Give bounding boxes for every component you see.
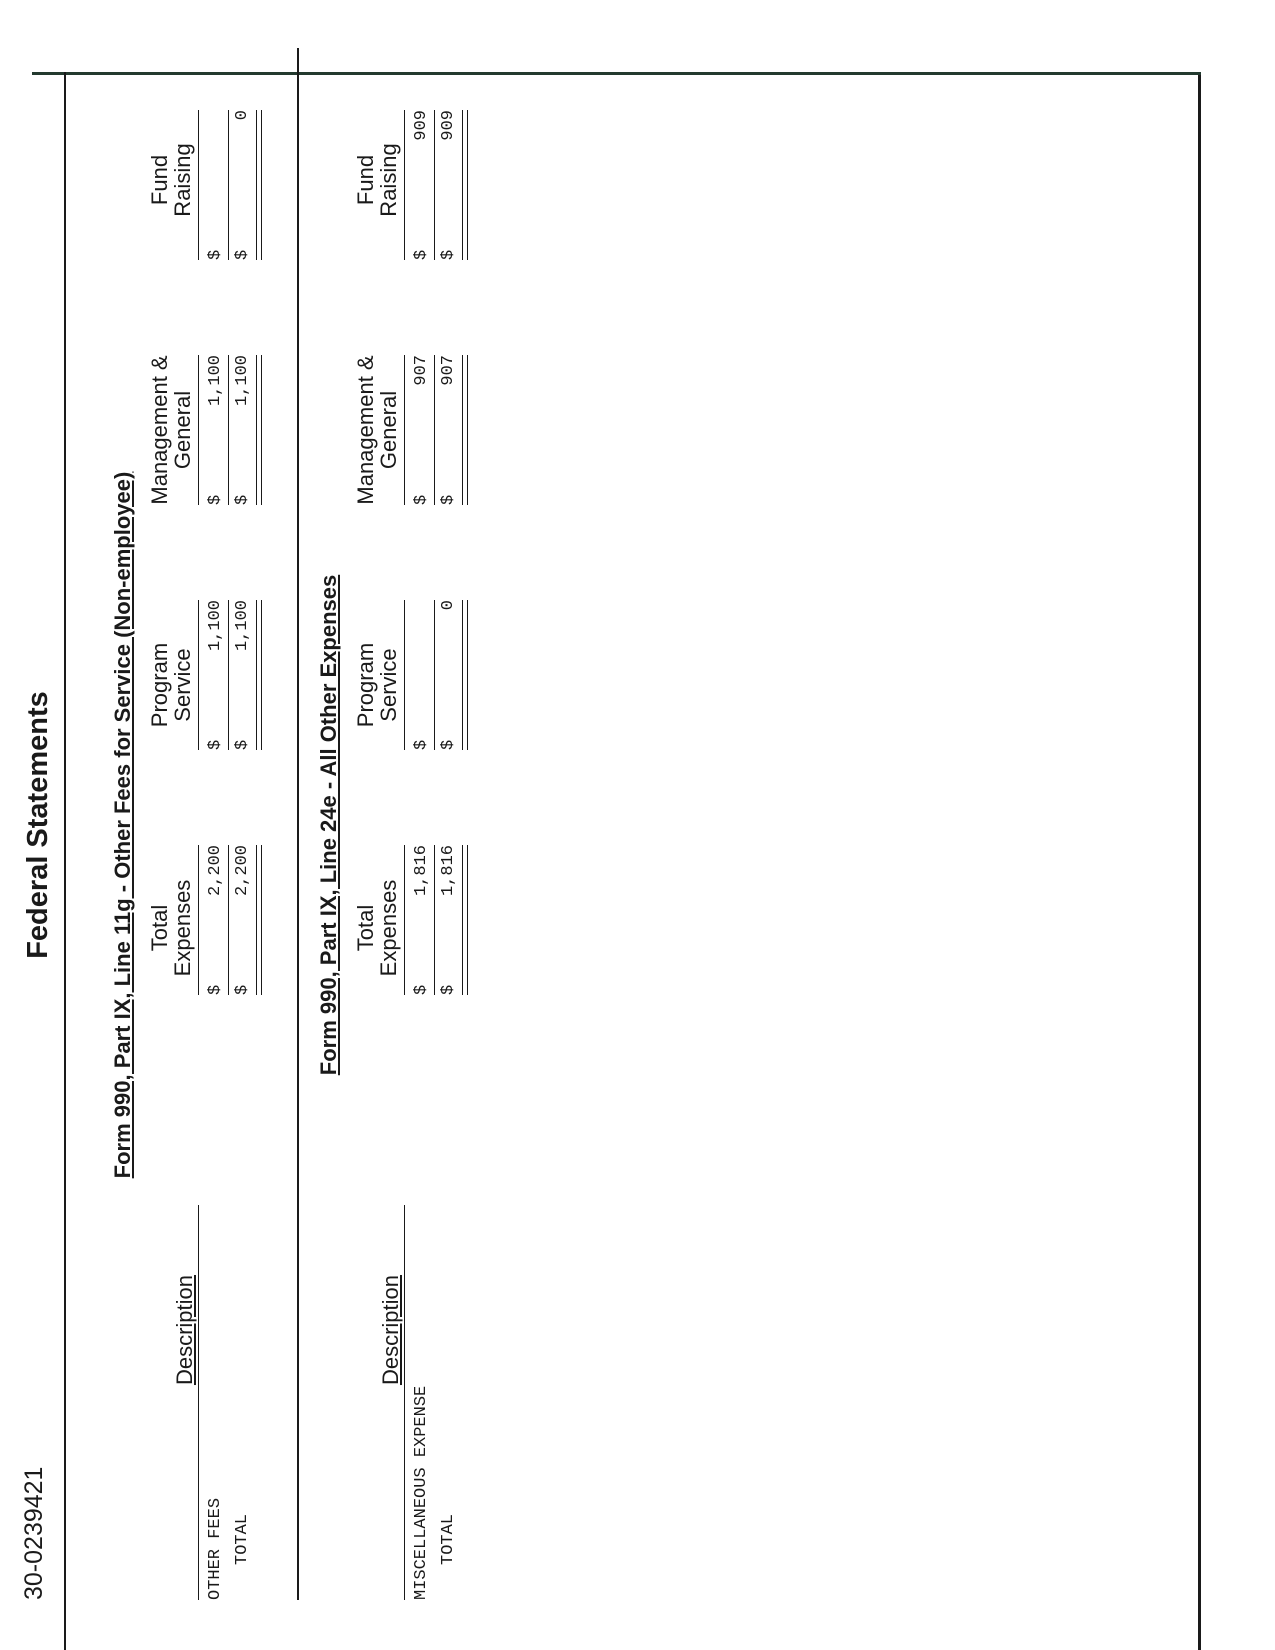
column-header-program-service: Program Service [353,642,401,728]
total-double-rule [256,110,262,260]
dollar-sign: $ [439,739,458,750]
column-header-description: Description [378,1274,403,1386]
total-program-service: 0 [439,600,458,611]
subtotal-rule [228,110,229,260]
dollar-sign: $ [439,494,458,505]
total-total-expenses: 2,200 [233,845,252,897]
column-header-fund-raising: Fund Raising [147,143,195,217]
section-title: Form 990, Part IX, Line 24e - All Other Expenses [316,574,341,1076]
header-rule [404,845,405,995]
section-other-fees [110,0,280,1650]
total-total-expenses: 1,816 [439,845,458,897]
total-row-label: TOTAL [439,1513,458,1565]
dollar-sign: $ [233,984,252,995]
dollar-sign: $ [439,249,458,260]
total-double-rule [462,845,468,995]
dollar-sign: $ [206,739,225,750]
amount-management-general: 907 [412,355,431,386]
total-management-general: 1,100 [233,355,252,407]
header-rule [198,1205,199,1600]
total-double-rule [256,600,262,750]
dollar-sign: $ [233,494,252,505]
dollar-sign: $ [206,494,225,505]
total-fund-raising: 909 [439,110,458,141]
row-label: MISCELLANEOUS EXPENSE [412,1385,431,1600]
total-fund-raising: 0 [233,110,252,121]
dollar-sign: $ [206,984,225,995]
section-title: Form 990, Part IX, Line 11g - Other Fees for Service (Non-employee) [110,471,135,1179]
dollar-sign: $ [412,984,431,995]
dollar-sign: $ [412,249,431,260]
column-header-fund-raising: Fund Raising [353,143,401,217]
subtotal-rule [434,110,435,260]
header-rule [404,355,405,505]
dollar-sign: $ [206,249,225,260]
column-header-program-service: Program Service [147,642,195,728]
column-header-total-expenses: Total Expenses [353,879,401,977]
amount-management-general: 1,100 [206,355,225,407]
column-header-description: Description [172,1274,197,1386]
header-rule [404,1205,405,1600]
header-rule [404,110,405,260]
row-label: OTHER FEES [206,1497,225,1600]
total-double-rule [462,600,468,750]
total-management-general: 907 [439,355,458,386]
ein-number: 30-0239421 [20,1466,48,1600]
header-rule [198,355,199,505]
subtotal-rule [228,845,229,995]
amount-fund-raising: 909 [412,110,431,141]
total-double-rule [462,355,468,505]
dollar-sign: $ [412,494,431,505]
dollar-sign: $ [439,984,458,995]
sheet-header [0,0,70,1650]
header-rule [198,600,199,750]
dollar-sign: $ [412,739,431,750]
column-header-total-expenses: Total Expenses [147,879,195,977]
section-all-other-expenses [316,0,486,1650]
total-double-rule [462,110,468,260]
dollar-sign: $ [233,739,252,750]
amount-total-expenses: 1,816 [412,845,431,897]
section-divider [297,48,299,1600]
column-header-management-general: Management & General [353,355,401,505]
subtotal-rule [228,355,229,505]
header-rule [198,110,199,260]
total-row-label: TOTAL [233,1513,252,1565]
subtotal-rule [228,600,229,750]
amount-total-expenses: 2,200 [206,845,225,897]
page-title: Federal Statements [22,691,54,959]
subtotal-rule [434,845,435,995]
column-header-management-general: Management & General [147,355,195,505]
amount-program-service: 1,100 [206,600,225,652]
total-program-service: 1,100 [233,600,252,652]
dollar-sign: $ [233,249,252,260]
subtotal-rule [434,355,435,505]
total-double-rule [256,355,262,505]
header-rule [404,600,405,750]
header-rule [198,845,199,995]
subtotal-rule [434,600,435,750]
total-double-rule [256,845,262,995]
